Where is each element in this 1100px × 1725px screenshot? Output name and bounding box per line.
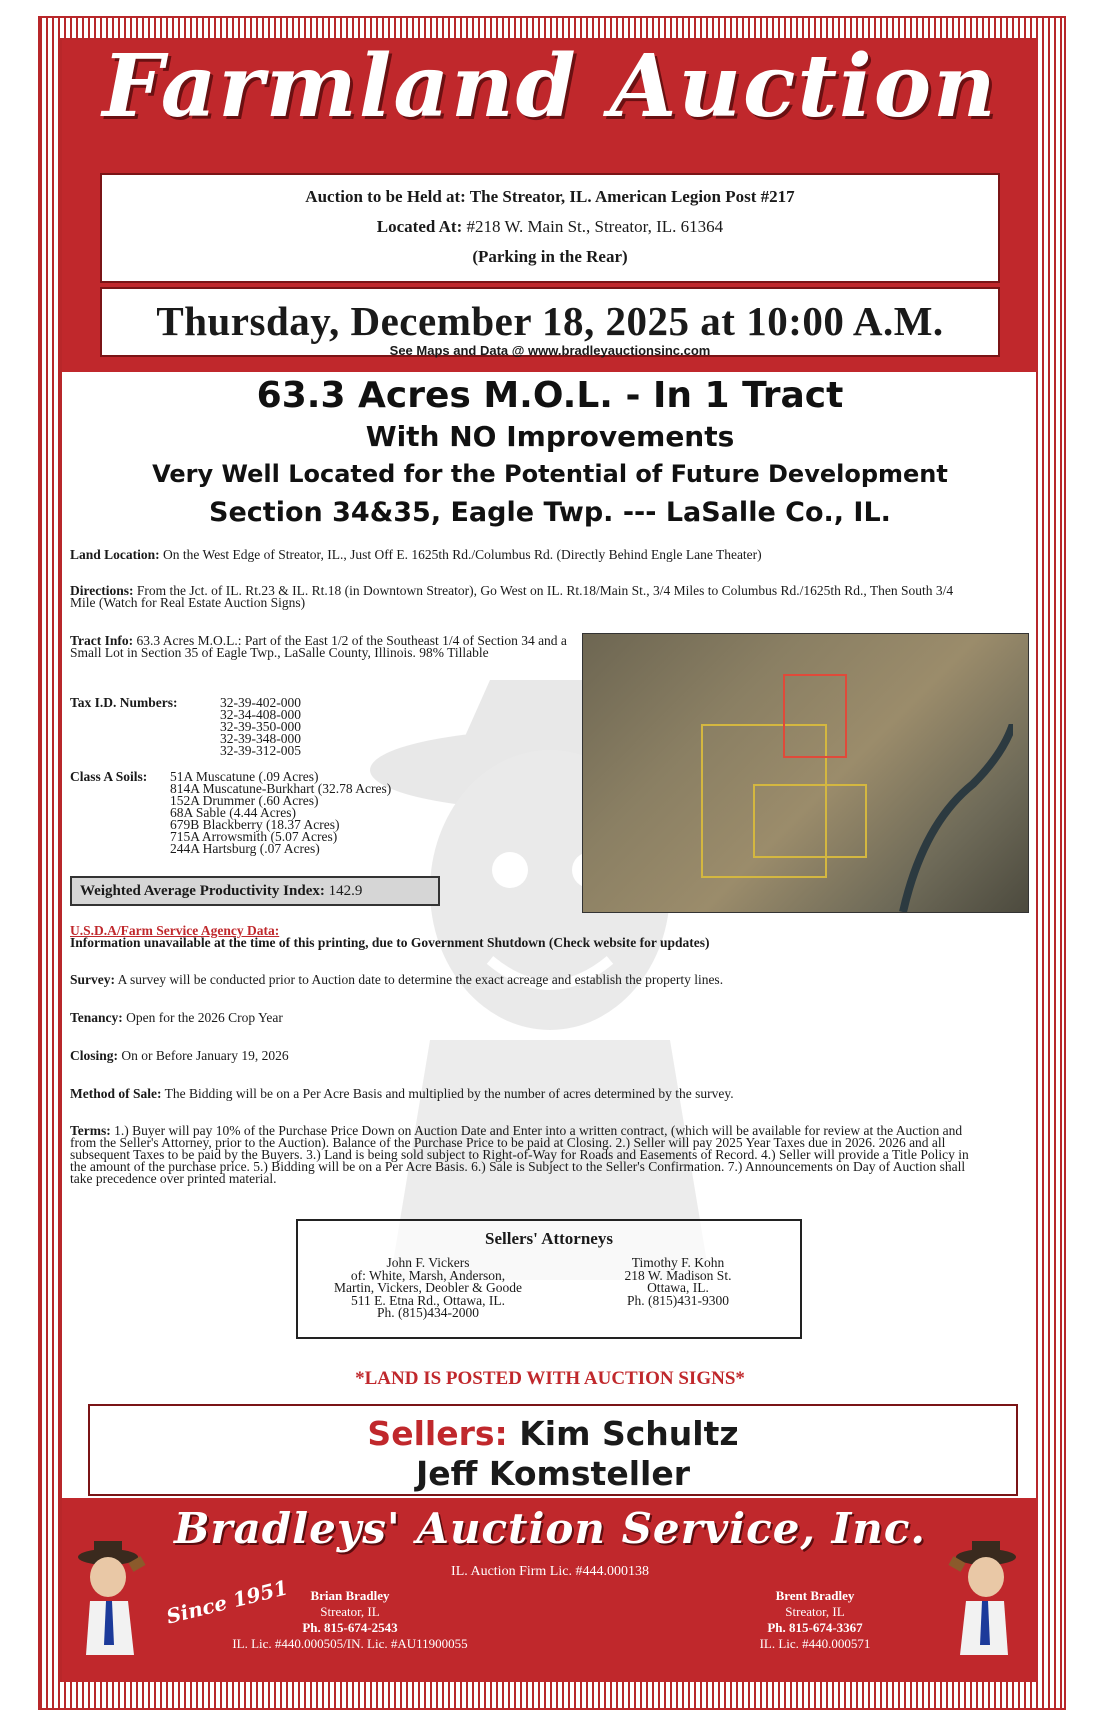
soils-list — [170, 771, 391, 855]
tax-id: 32-39-348-000 — [220, 731, 301, 746]
auctioneer-mascot-icon — [936, 1535, 1026, 1655]
usda-data: U.S.D.A/Farm Service Agency Data: Information unavailable at the time of this printing, due to Government Shutdown (Check website for updates) — [70, 923, 710, 950]
tract-info: Tract Info: 63.3 Acres M.O.L.: Part of the East 1/2 of the Southeast 1/4 of Section 34 and a Small Lot in Section 35 of Eagle Twp., LaSalle County, Illinois. 98% Tillable — [70, 633, 567, 660]
method-of-sale: Method of Sale: The Bidding will be on a Per Acre Basis and multiplied by the number of acres determined by the survey. — [70, 1086, 734, 1101]
tax-id-label: Tax I.D. Numbers: — [70, 695, 178, 710]
tenancy: Tenancy: Open for the 2026 Crop Year — [70, 1010, 283, 1025]
aerial-map-photo — [582, 633, 1029, 913]
since-badge: Since 1951 — [163, 1575, 291, 1629]
soils-label: Class A Soils: — [70, 769, 148, 784]
location-line-1: Auction to be Held at: The Streator, IL. American Legion Post #217 — [305, 187, 795, 206]
parking-note: (Parking in the Rear) — [472, 247, 628, 266]
posted-signs-notice: *LAND IS POSTED WITH AUCTION SIGNS* — [355, 1368, 745, 1389]
auctioneer-mascot-icon — [68, 1535, 158, 1655]
auction-date-box — [100, 287, 1000, 357]
seller-1: Sellers: Kim Schultz — [367, 1414, 739, 1453]
tax-id: 32-39-350-000 — [220, 719, 301, 734]
sellers-box — [88, 1404, 1018, 1496]
headline-section: Section 34&35, Eagle Twp. --- LaSalle Co., IL. — [209, 497, 891, 528]
terms: Terms: 1.) Buyer will pay 10% of the Purchase Price Down on Auction Date and Enter into a written contract, (which will be available for review at the Auction and from the Seller's Attorney, prior to the Auction). Balance of the Purchase Price to be paid at Closing. 2.) Seller will pay 2025 Year Taxes due in 2026. 2026 and all subsequent Taxes to be paid by the Buyers. 3.) Land is being sold subject to Right-of-Way for Roads and Easements of Record. 4.) Seller will provide a Title Policy in the amount of the purchase price. 5.) Bidding will be on a Per Acre Basis. 6.) Sale is Subject to the Seller's Confirmation. 7.) Announcements on Day of Auction shall take precedence over printed material. — [70, 1123, 969, 1186]
headline-development: Very Well Located for the Potential of Future Development — [152, 460, 948, 488]
tax-id-list — [220, 697, 301, 757]
closing: Closing: On or Before January 19, 2026 — [70, 1048, 289, 1063]
headline-acres: 63.3 Acres M.O.L. - In 1 Tract — [256, 375, 844, 416]
auction-location-box — [100, 173, 1000, 283]
auctioneer-brian: Brian Bradley Streator, IL Ph. 815-674-2543 IL. Lic. #440.000505/IN. Lic. #AU11900055 — [232, 1588, 468, 1651]
tax-id: 32-39-312-005 — [220, 743, 301, 758]
soil-item: 679B Blackberry (18.37 Acres) — [170, 817, 340, 832]
soil-item: 51A Muscatune (.09 Acres) — [170, 769, 319, 784]
survey: Survey: A survey will be conducted prior to Auction date to determine the exact acreage and establish the property lines. — [70, 972, 724, 987]
auction-date: Thursday, December 18, 2025 at 10:00 A.M. — [156, 298, 944, 344]
soil-item: 715A Arrowsmith (5.07 Acres) — [170, 829, 338, 844]
location-line-2: Located At: #218 W. Main St., Streator, IL. 61364 — [376, 217, 724, 236]
sellers-attorneys-box — [296, 1219, 802, 1339]
land-location: Land Location: On the West Edge of Streator, IL., Just Off E. 1625th Rd./Columbus Rd. (Directly Behind Engle Lane Theater) — [70, 547, 762, 562]
tax-id: 32-34-408-000 — [220, 707, 301, 722]
attorney-left: John F. Vickers of: White, Marsh, Anderson, Martin, Vickers, Deobler & Goode 511 E. Etna Rd., Ottawa, IL. Ph. (815)434-2000 — [334, 1255, 522, 1320]
attorneys-title: Sellers' Attorneys — [485, 1229, 613, 1248]
website-note[interactable]: See Maps and Data @ www.bradleyauctionsinc.com — [389, 343, 711, 358]
attorney-right: Timothy F. Kohn 218 W. Madison St. Ottawa, IL. Ph. (815)431-9300 — [624, 1255, 732, 1308]
firm-license: IL. Auction Firm Lic. #444.000138 — [451, 1564, 649, 1579]
tax-id: 32-39-402-000 — [220, 695, 301, 710]
soil-item: 814A Muscatune-Burkhart (32.78 Acres) — [170, 781, 392, 796]
page-title: Farmland Auction — [102, 36, 998, 137]
productivity-index-box: Weighted Average Productivity Index: 142.9 — [70, 876, 440, 906]
headline-improvements: With NO Improvements — [365, 420, 735, 453]
soil-item: 152A Drummer (.60 Acres) — [170, 793, 319, 808]
seller-2: Jeff Komsteller — [415, 1454, 690, 1493]
directions: Directions: From the Jct. of IL. Rt.23 & IL. Rt.18 (in Downtown Streator), Go West on IL. Rt.18/Main St., 3/4 Miles to Columbus Rd./1625th Rd., Then South 3/4 Mile (Watch for Real Estate Auction Signs) — [70, 583, 954, 610]
firm-name: Bradleys' Auction Service, Inc. — [173, 1504, 927, 1553]
soil-item: 244A Hartsburg (.07 Acres) — [170, 841, 320, 856]
soil-item: 68A Sable (4.44 Acres) — [170, 805, 296, 820]
auctioneer-brent: Brent Bradley Streator, IL Ph. 815-674-3367 IL. Lic. #440.000571 — [759, 1588, 871, 1651]
